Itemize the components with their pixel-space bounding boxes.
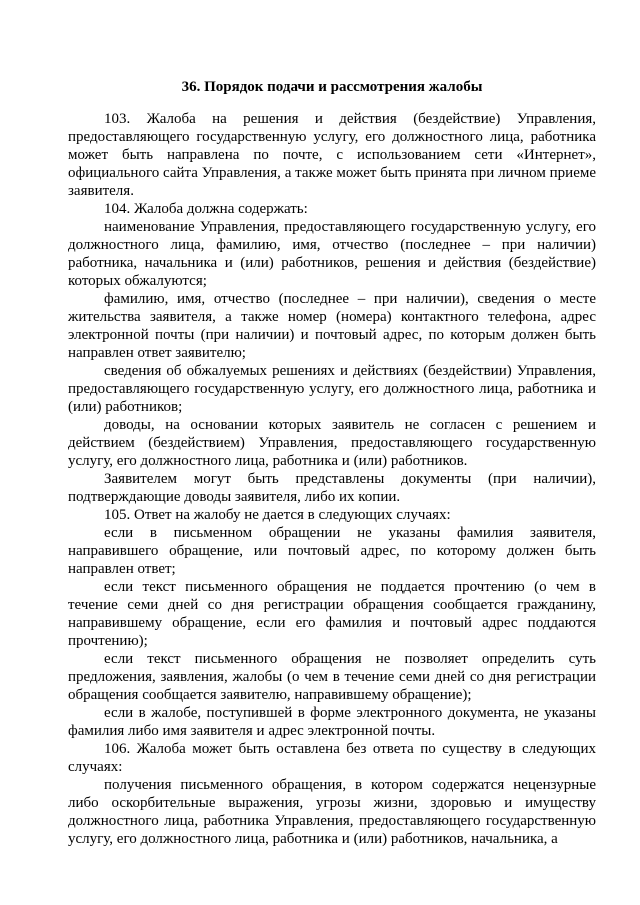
paragraph-106-item-1: получения письменного обращения, в котором содержатся нецензурные либо оскорбительные выражения, угрозы жизни, здоровью и имуществу должностного лица, работника Управления, предоставляющего государственную услугу, его должностного лица, работника и (или) работников, начальника, а — [68, 777, 596, 847]
paragraph-105-item-3: если текст письменного обращения не позволяет определить суть предложения, заявления, жалобы (о чем в течение семи дней со дня регистрации обращения сообщается заявителю, направившему обращение); — [68, 651, 596, 703]
paragraph-104: 104. Жалоба должна содержать: — [104, 201, 308, 217]
paragraph-106: 106. Жалоба может быть оставлена без ответа по существу в следующих случаях: — [68, 741, 596, 775]
paragraph-103: 103. Жалоба на решения и действия (бездействие) Управления, предоставляющего государственную услугу, его должностного лица, работника может быть направлена по почте, с использованием сети «Интернет», официального сайта Управления, а также может быть принята при личном приеме заявителя. — [68, 111, 596, 199]
paragraph-105: 105. Ответ на жалобу не дается в следующих случаях: — [104, 507, 451, 523]
paragraph-105-item-4: если в жалобе, поступившей в форме электронного документа, не указаны фамилия либо имя заявителя и адрес электронной почты. — [68, 705, 596, 739]
paragraph-104-documents: Заявителем могут быть представлены документы (при наличии), подтверждающие доводы заявителя, либо их копии. — [68, 471, 596, 505]
paragraph-104-item-2: фамилию, имя, отчество (последнее – при наличии), сведения о месте жительства заявителя, а также номер (номера) контактного телефона, адрес электронной почты (при наличии) и почтовый адрес, по которым должен быть направлен ответ заявителю; — [68, 291, 596, 361]
paragraph-105-item-2: если текст письменного обращения не поддается прочтению (о чем в течение семи дней со дня регистрации обращения сообщается гражданину, направившему обращение, если его фамилия и почтовый адрес поддаются прочтению); — [68, 579, 596, 649]
paragraph-105-item-1: если в письменном обращении не указаны фамилия заявителя, направившего обращение, или почтовый адрес, по которому должен быть направлен ответ; — [68, 525, 596, 577]
paragraph-104-item-4: доводы, на основании которых заявитель не согласен с решением и действием (бездействием) Управления, предоставляющего государственную услугу, его должностного лица, работника и (или) работников. — [68, 417, 596, 469]
paragraph-104-item-3: сведения об обжалуемых решениях и действиях (бездействии) Управления, предоставляющего государственную услугу, его должностного лица, работника и (или) работников; — [68, 363, 596, 415]
paragraph-104-item-1: наименование Управления, предоставляющего государственную услугу, его должностного лица, фамилию, имя, отчество (последнее – при наличии) работника, начальника и (или) работников, решения и действия (бездействие) которых обжалуются; — [68, 219, 596, 289]
section-title: 36. Порядок подачи и рассмотрения жалобы — [181, 79, 483, 95]
